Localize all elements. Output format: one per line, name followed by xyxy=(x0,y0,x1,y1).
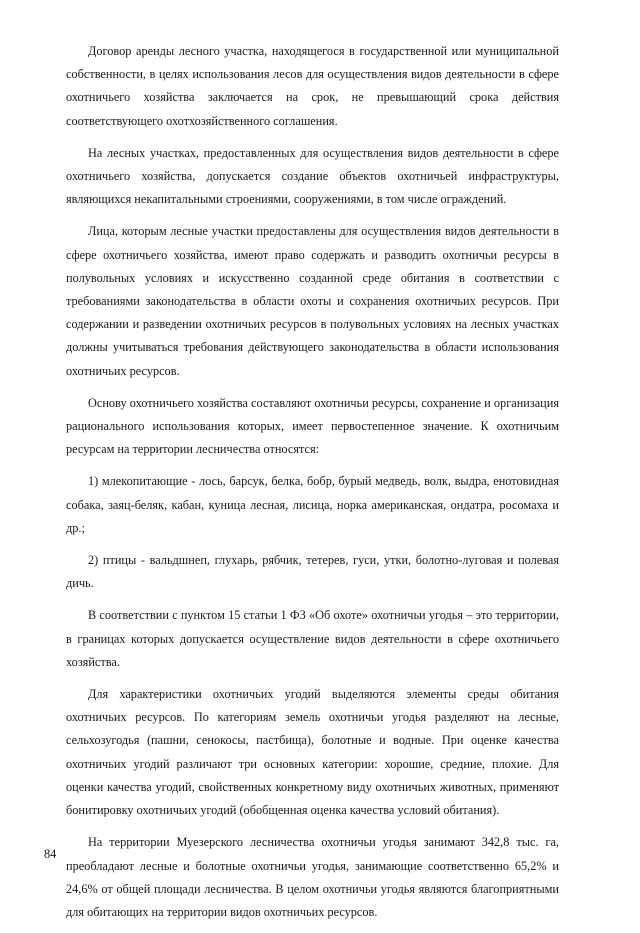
paragraph-hunting-resources-basis: Основу охотничьего хозяйства составляют охотничьи ресурсы, сохранение и организация рационального использования которых, имеет первостепенное значение. К охотничьим ресурсам на территории лесничества относятся: xyxy=(66,395,559,457)
paragraph-semi-free-breeding: Лица, которым лесные участки предоставлены для осуществления видов деятельности в сфере охотничьего хозяйства, имеют право содержать и разводить охотничьи ресурсы в полувольных условиях и искусственно созданной среде обитания в соответствии с требованиями законодательства в области охоты и сохранения охотничьих ресурсов. При содержании и разведении охотничьих ресурсов в полувольных условиях на лесных участках должны учитываться требования действующего законодательства в области использования охотничьих ресурсов. xyxy=(66,224,559,378)
list-item-birds: 2) птицы - вальдшнеп, глухарь, рябчик, тетерев, гуси, утки, болотно-луговая и полевая дичь. xyxy=(66,553,559,591)
paragraph-hunting-grounds-definition: В соответствии с пунктом 15 статьи 1 ФЗ «Об охоте» охотничьи угодья – это территории, в границах которых допускается осуществление видов деятельности в сфере охотничьего хозяйства. xyxy=(66,608,559,669)
page-number: 84 xyxy=(44,847,57,861)
paragraph-hunting-infrastructure: На лесных участках, предоставленных для осуществления видов деятельности в сфере охотничьего хозяйства, допускается создание объектов охотничьей инфраструктуры, являющихся некапитальными строениями, сооружениями, в том числе ограждений. xyxy=(66,145,559,207)
document-page xyxy=(66,40,559,933)
list-item-mammals: 1) млекопитающие - лось, барсук, белка, бобр, бурый медведь, волк, выдра, енотовидная собака, заяц-беляк, кабан, куница лесная, лисица, норка американская, ондатра, росомаха и др.; xyxy=(66,474,559,535)
paragraph-grounds-characteristics: Для характеристики охотничьих угодий выделяются элементы среды обитания охотничьих ресурсов. По категориям земель охотничьи угодья разделяют на лесные, сельхозугодья (пашни, сенокосы, пастбища), болотные и водные. При оценке качества охотничьих угодий различают три основных категории: хорошие, средние, плохие. Для оценки качества угодий, свойственных конкретному виду охотничьих животных, применяют бонитировку охотничьих угодий (обобщенная оценка качества условий обитания). xyxy=(66,687,559,818)
paragraph-muezersky-grounds-area: На территории Муезерского лесничества охотничьи угодья занимают 342,8 тыс. га, преобладают лесные и болотные охотничьи угодья, занимающие соответственно 65,2% и 24,6% от общей площади лесничества. В целом охотничьи угодья являются благоприятными для обитающих на территории видов охотничьих ресурсов. xyxy=(66,835,559,919)
paragraph-lease-agreement: Договор аренды лесного участка, находящегося в государственной или муниципальной собственности, в целях использования лесов для осуществления видов деятельности в сфере охотничьего хозяйства заключается на срок, не превышающий срока действия соответствующего охотхозяйственного соглашения. xyxy=(66,44,559,128)
